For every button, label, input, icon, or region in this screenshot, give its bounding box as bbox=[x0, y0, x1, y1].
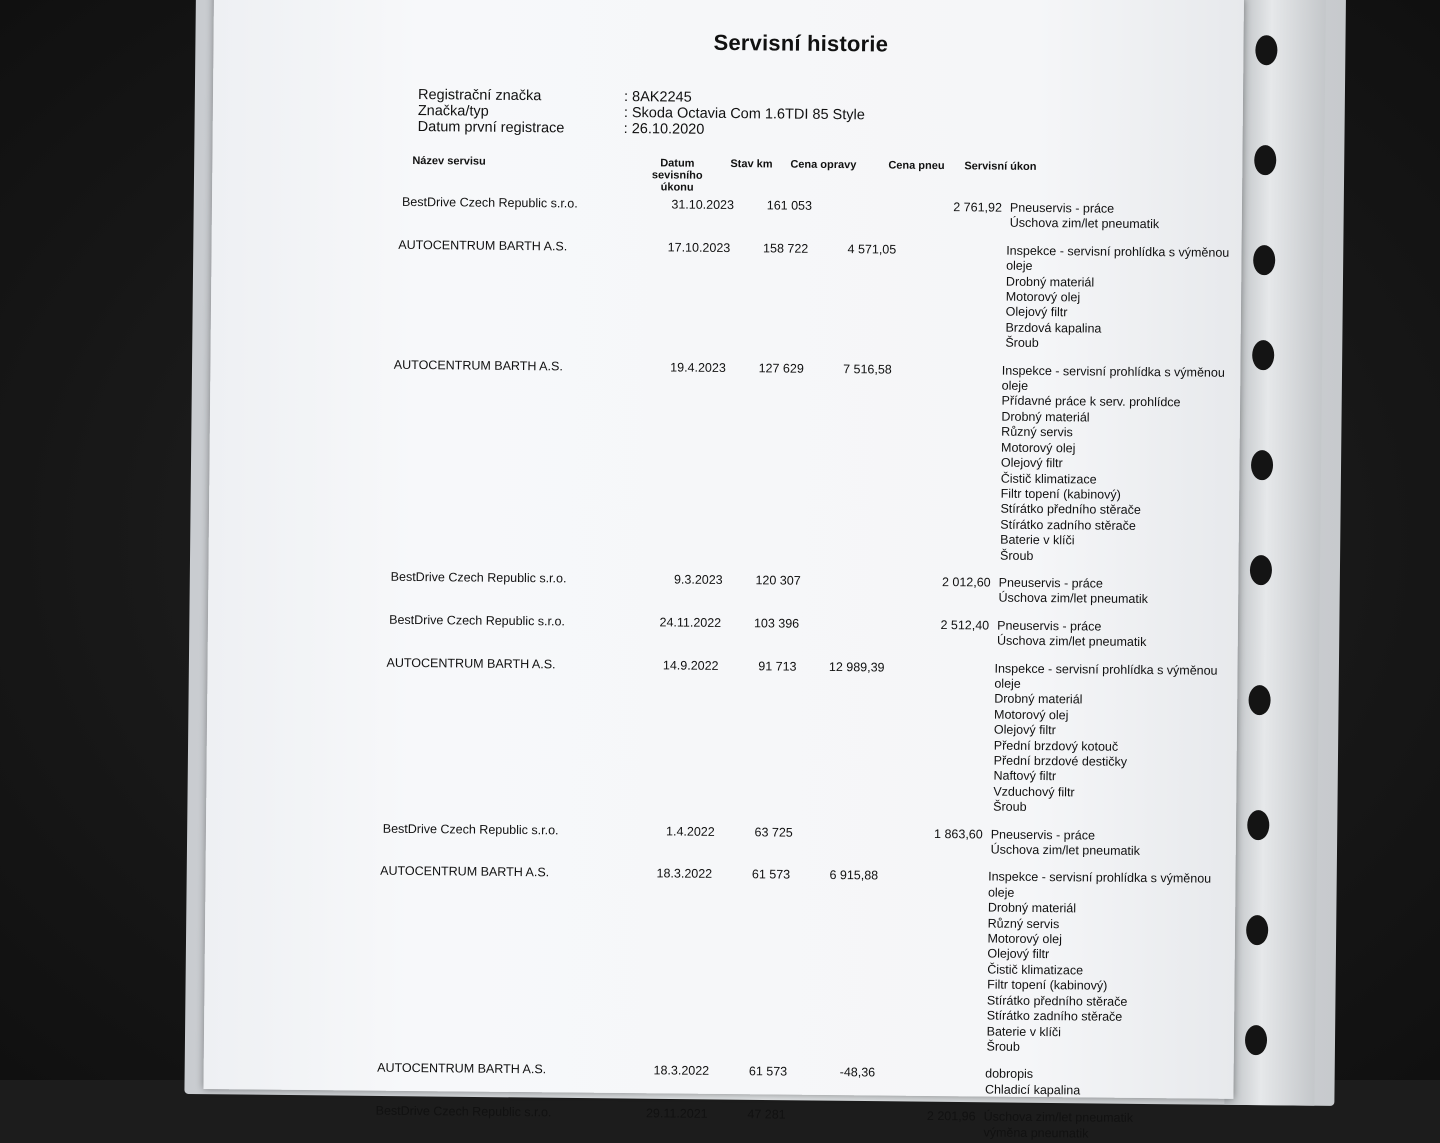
date-cell: 9.3.2023 bbox=[673, 572, 723, 587]
service-actions-cell bbox=[975, 1110, 1253, 1143]
punch-hole bbox=[1255, 35, 1277, 65]
km-cell: 61 573 bbox=[751, 867, 791, 883]
service-name-cell: AUTOCENTRUM BARTH A.S. bbox=[398, 237, 568, 254]
service-actions-cell bbox=[992, 363, 1272, 566]
service-action-line: Různý servis bbox=[987, 916, 1060, 931]
service-action-line: Stírátko předního stěrače bbox=[1000, 501, 1141, 518]
service-action-line: Inspekce - servisní prohlídka s výměnou bbox=[1006, 243, 1230, 260]
km-cell: 61 573 bbox=[748, 1064, 788, 1079]
km-cell: 127 629 bbox=[758, 360, 804, 376]
date-cell: 14.9.2022 bbox=[662, 657, 719, 673]
date-cell: 19.4.2023 bbox=[670, 360, 726, 375]
service-action-line: Motorový olej bbox=[987, 931, 1062, 947]
service-action-line: oleje bbox=[1001, 378, 1029, 393]
tire-cost-cell bbox=[875, 1066, 977, 1098]
tire-cost-cell bbox=[895, 242, 998, 351]
service-action-line: Inspekce - servisní prohlídka s výměnou bbox=[988, 869, 1212, 887]
service-action-line: Drobný materiál bbox=[994, 691, 1083, 707]
service-action-line: Chladicí kapalina bbox=[984, 1082, 1081, 1098]
header-km: Stav km bbox=[730, 158, 773, 171]
service-action-line: Inspekce - servisní prohlídka s výměnou bbox=[994, 661, 1218, 678]
tire-cost-cell: 2 761,92 bbox=[953, 200, 1003, 215]
service-action-line: Šroub bbox=[1005, 335, 1039, 351]
service-action-line: Naftový filtr bbox=[993, 768, 1057, 784]
service-actions-cell bbox=[983, 827, 1261, 860]
service-action-line: Motorový olej bbox=[994, 707, 1069, 723]
service-action-line: Drobný materiál bbox=[987, 900, 1077, 916]
km-cell: 47 281 bbox=[747, 1107, 786, 1122]
service-name-cell: AUTOCENTRUM BARTH A.S. bbox=[380, 864, 550, 880]
service-action-line: Olejový filtr bbox=[993, 722, 1056, 738]
service-action-line: Olejový filtr bbox=[1005, 305, 1068, 320]
service-action-line: Pneuservis - práce bbox=[998, 575, 1103, 591]
service-action-line: dobropis bbox=[985, 1066, 1034, 1082]
repair-cost-cell bbox=[812, 199, 900, 231]
service-action-line: Šroub bbox=[999, 548, 1034, 563]
repair-cost-cell: 12 989,39 bbox=[828, 659, 885, 675]
header-tire-cost: Cena pneu bbox=[888, 159, 945, 173]
document-page bbox=[203, 0, 1244, 1141]
service-action-line: Pneuservis - práce bbox=[997, 618, 1102, 634]
service-action-line: Baterie v klíči bbox=[1000, 532, 1075, 548]
tire-cost-cell: 2 012,60 bbox=[941, 575, 991, 590]
repair-cost-cell: 4 571,05 bbox=[847, 241, 897, 257]
service-action-line: Baterie v klíči bbox=[986, 1024, 1062, 1039]
service-action-line: Stírátko předního stěrače bbox=[986, 993, 1128, 1009]
service-action-line: Brzdová kapalina bbox=[1005, 320, 1102, 336]
service-action-line: Stírátko zadního stěrače bbox=[1000, 517, 1136, 533]
tire-cost-cell bbox=[876, 869, 980, 1055]
info-label: Značka/typ bbox=[417, 103, 489, 120]
date-cell: 31.10.2023 bbox=[671, 197, 735, 213]
service-actions-cell bbox=[990, 575, 1268, 608]
service-action-line: Pneuservis - práce bbox=[1009, 200, 1115, 216]
service-actions-cell bbox=[977, 1067, 1255, 1100]
service-actions-cell bbox=[989, 618, 1267, 651]
service-action-line: Drobný materiál bbox=[1001, 409, 1090, 425]
tire-cost-cell bbox=[883, 660, 986, 815]
service-action-line: Pneuservis - práce bbox=[990, 827, 1096, 843]
km-cell: 91 713 bbox=[758, 658, 797, 674]
repair-cost-cell bbox=[785, 1108, 873, 1140]
date-cell: 17.10.2023 bbox=[667, 240, 731, 255]
table-row bbox=[397, 238, 1258, 354]
info-value: : 8AK2245 bbox=[623, 88, 692, 106]
service-action-line: Stírátko zadního stěrače bbox=[986, 1008, 1123, 1024]
service-name-cell: BestDrive Czech Republic s.r.o. bbox=[382, 821, 559, 838]
km-cell: 161 053 bbox=[766, 198, 813, 213]
service-name-cell: BestDrive Czech Republic s.r.o. bbox=[390, 569, 567, 586]
service-action-line: Úschova zim/let pneumatik bbox=[1009, 216, 1160, 232]
service-action-line: Filtr topení (kabinový) bbox=[987, 977, 1108, 993]
service-name-cell: BestDrive Czech Republic s.r.o. bbox=[389, 612, 566, 629]
vehicle-info bbox=[418, 87, 865, 139]
table-row bbox=[392, 357, 1254, 566]
service-action-line: Filtr topení (kabinový) bbox=[1000, 486, 1121, 502]
service-action-line: Úschova zim/let pneumatik bbox=[996, 633, 1147, 650]
punch-hole bbox=[1254, 145, 1276, 175]
tire-cost-cell: 2 201,96 bbox=[926, 1109, 976, 1124]
service-action-line: Různý servis bbox=[1001, 424, 1073, 440]
service-actions-cell bbox=[985, 661, 1264, 818]
service-action-line: Olejový filtr bbox=[1000, 455, 1063, 471]
repair-cost-cell bbox=[799, 616, 887, 648]
info-label: Registrační značka bbox=[417, 87, 542, 105]
date-cell: 29.11.2021 bbox=[645, 1106, 708, 1121]
repair-cost-cell: 7 516,58 bbox=[843, 361, 892, 377]
service-name-cell: AUTOCENTRUM BARTH A.S. bbox=[386, 655, 556, 671]
service-action-line: Úschova zim/let pneumatik bbox=[990, 842, 1141, 859]
service-action-line: Čistič klimatizace bbox=[1000, 471, 1097, 487]
service-action-line: Olejový filtr bbox=[987, 946, 1050, 962]
repair-cost-cell: 6 915,88 bbox=[829, 868, 879, 883]
tire-cost-cell: 2 512,40 bbox=[940, 617, 990, 633]
service-action-line: Drobný materiál bbox=[1005, 274, 1095, 290]
page-title: Servisní historie bbox=[713, 29, 889, 57]
date-cell: 24.11.2022 bbox=[659, 615, 722, 630]
header-date: Datum sevisního úkonu bbox=[651, 157, 703, 194]
header-repair-cost: Cena opravy bbox=[790, 158, 857, 172]
service-action-line: Motorový olej bbox=[1005, 289, 1081, 305]
service-actions-cell bbox=[997, 243, 1276, 354]
service-action-line: Přední brzdový kotouč bbox=[993, 738, 1119, 754]
date-cell: 1.4.2022 bbox=[666, 824, 715, 839]
service-action-line: Šroub bbox=[993, 799, 1027, 815]
table-row bbox=[385, 655, 1246, 817]
km-cell: 103 396 bbox=[753, 616, 800, 631]
service-action-line: Vzduchový filtr bbox=[993, 784, 1075, 800]
service-action-line: oleje bbox=[994, 676, 1021, 691]
header-service-name: Název servisu bbox=[412, 154, 486, 168]
service-action-line: Motorový olej bbox=[1001, 440, 1076, 456]
km-cell: 63 725 bbox=[754, 824, 793, 840]
service-action-line: Úschova zim/let pneumatik bbox=[998, 590, 1148, 607]
km-cell: 158 722 bbox=[763, 241, 809, 256]
service-name-cell: BestDrive Czech Republic s.r.o. bbox=[375, 1103, 552, 1120]
service-action-line: Šroub bbox=[986, 1039, 1020, 1054]
service-records bbox=[375, 194, 1262, 1143]
table-header bbox=[412, 154, 1112, 194]
service-action-line: Inspekce - servisní prohlídka s výměnou bbox=[1001, 363, 1225, 380]
service-actions-cell bbox=[1002, 201, 1280, 234]
info-value: : 26.10.2020 bbox=[623, 120, 705, 138]
tire-cost-cell bbox=[890, 362, 994, 563]
info-label: Datum první registrace bbox=[417, 119, 565, 137]
service-action-line: Přední brzdové destičky bbox=[993, 753, 1128, 769]
service-action-line: výměna pneumatik bbox=[983, 1125, 1089, 1141]
service-name-cell: AUTOCENTRUM BARTH A.S. bbox=[393, 357, 563, 374]
header-service-action: Servisní úkon bbox=[964, 160, 1037, 173]
service-actions-cell bbox=[978, 870, 1258, 1058]
tire-cost-cell: 1 863,60 bbox=[934, 826, 983, 842]
service-name-cell: BestDrive Czech Republic s.r.o. bbox=[401, 194, 578, 211]
repair-cost-cell bbox=[793, 825, 881, 857]
info-value: : Skoda Octavia Com 1.6TDI 85 Style bbox=[623, 104, 865, 124]
service-action-line: Čistič klimatizace bbox=[987, 962, 1084, 978]
service-action-line: Přídavné práce k serv. prohlídce bbox=[1001, 394, 1181, 410]
service-action-line: Úschova zim/let pneumatik bbox=[983, 1109, 1134, 1126]
repair-cost-cell bbox=[800, 574, 888, 606]
km-cell: 120 307 bbox=[755, 573, 801, 588]
service-action-line: oleje bbox=[987, 885, 1015, 900]
date-cell: 18.3.2022 bbox=[653, 1063, 710, 1079]
table-row bbox=[378, 864, 1240, 1057]
date-cell: 18.3.2022 bbox=[656, 866, 713, 882]
service-name-cell: AUTOCENTRUM BARTH A.S. bbox=[377, 1060, 547, 1077]
service-action-line: oleje bbox=[1006, 258, 1033, 274]
repair-cost-cell: -48,36 bbox=[839, 1065, 876, 1080]
